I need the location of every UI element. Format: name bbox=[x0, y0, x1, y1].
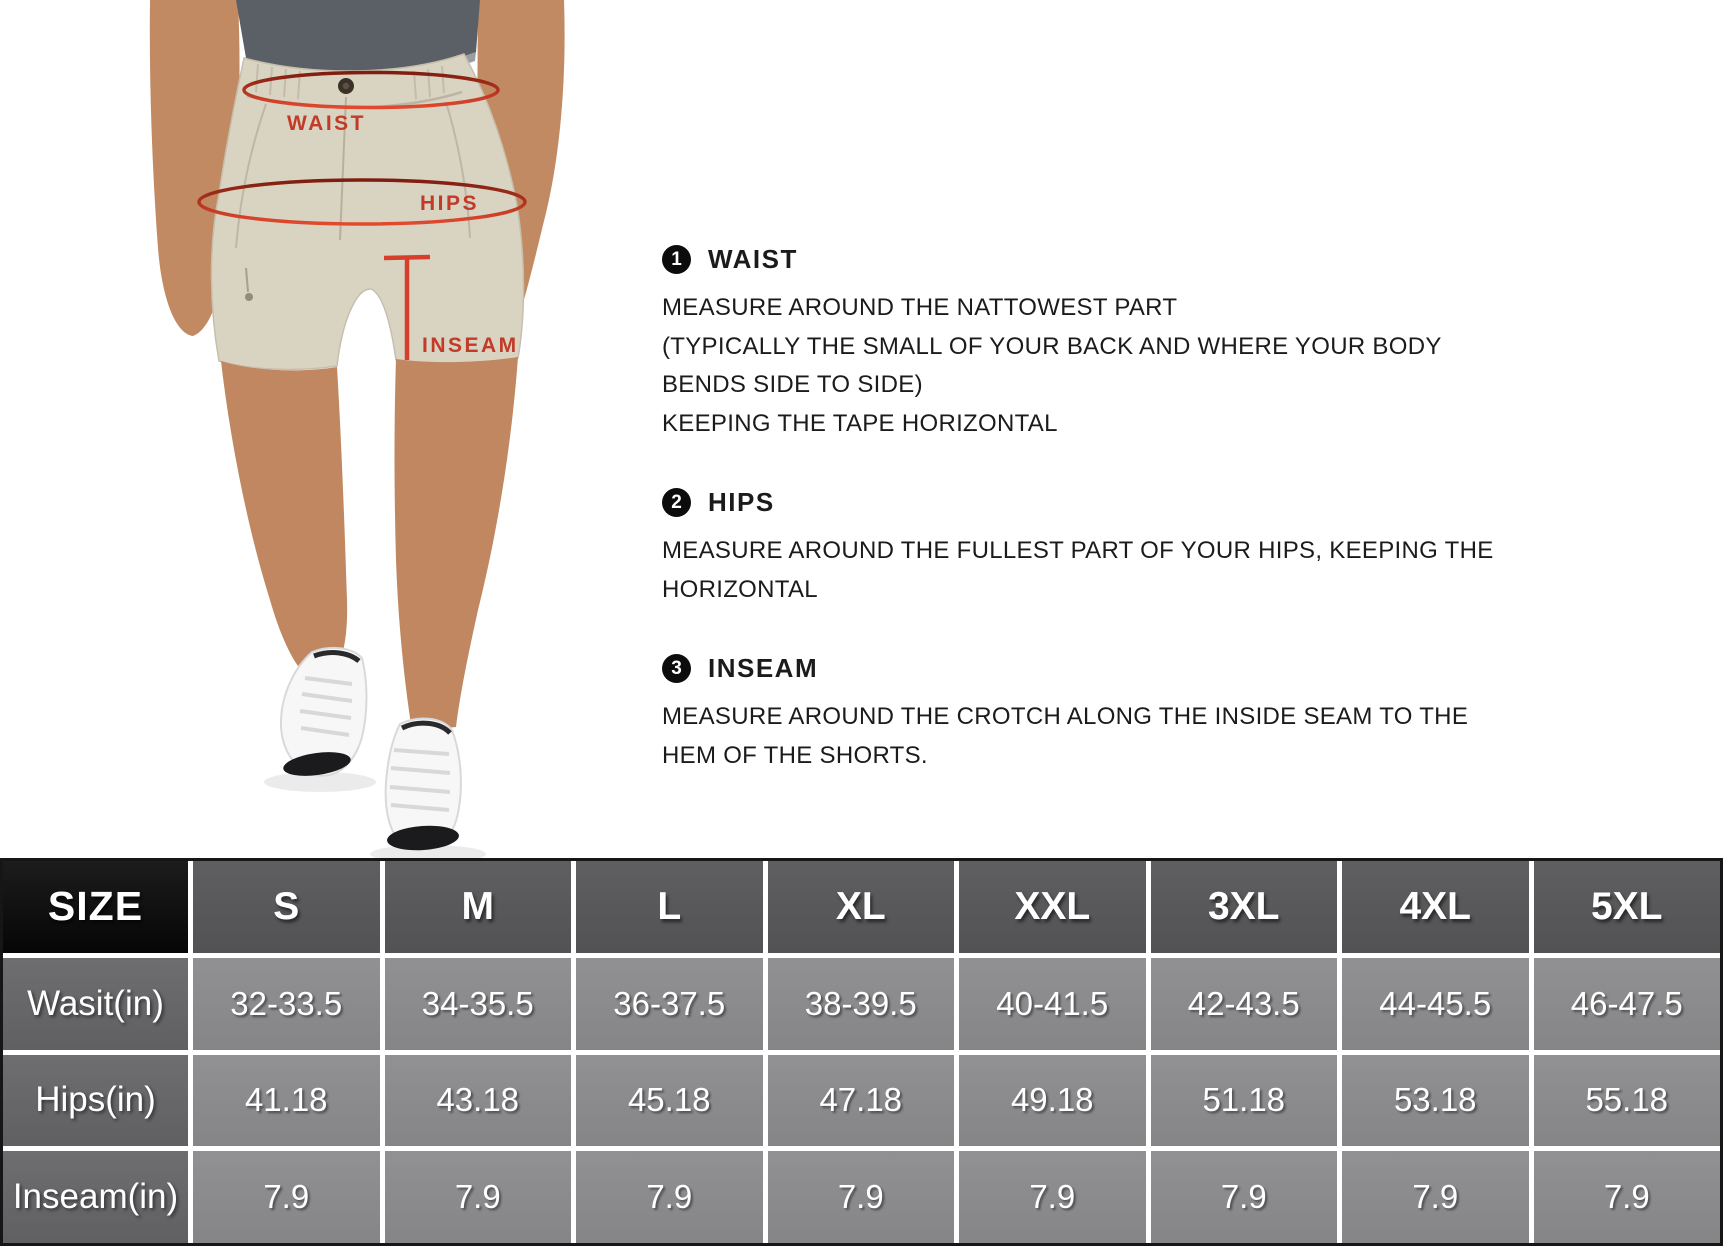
instruction-text-line: (TYPICALLY THE SMALL OF YOUR BACK AND WHERE YOUR BODY bbox=[662, 332, 1442, 360]
waist-value-xl: 38-39.5 bbox=[768, 958, 955, 1050]
model-photo bbox=[0, 0, 600, 862]
inseam-value-3xl: 7.9 bbox=[1151, 1151, 1338, 1243]
instruction-inseam-heading bbox=[662, 653, 1702, 684]
hips-value-5xl: 55.18 bbox=[1534, 1055, 1721, 1147]
size-header-cell: SIZE bbox=[3, 861, 188, 953]
instruction-inseam bbox=[662, 653, 1702, 775]
instruction-waist-title: WAIST bbox=[708, 244, 798, 274]
zip-pull bbox=[245, 293, 253, 301]
hips-value-3xl: 51.18 bbox=[1151, 1055, 1338, 1147]
waist-value-3xl: 42-43.5 bbox=[1151, 958, 1338, 1050]
instruction-waist bbox=[662, 244, 1702, 443]
instruction-text-line: KEEPING THE TAPE HORIZONTAL bbox=[662, 409, 1058, 437]
column-header-l: L bbox=[576, 861, 763, 953]
step-2-badge: 2 bbox=[662, 488, 691, 517]
left-leg bbox=[221, 361, 347, 666]
waist-value-xxl: 40-41.5 bbox=[959, 958, 1146, 1050]
hips-value-4xl: 53.18 bbox=[1342, 1055, 1529, 1147]
hips-value-xl: 47.18 bbox=[768, 1055, 955, 1147]
hips-value-m: 43.18 bbox=[385, 1055, 572, 1147]
inseam-value-l: 7.9 bbox=[576, 1151, 763, 1243]
waist-value-m: 34-35.5 bbox=[385, 958, 572, 1050]
row-label-waist: Wasit(in) bbox=[3, 958, 188, 1050]
hips-value-l: 45.18 bbox=[576, 1055, 763, 1147]
inseam-value-s: 7.9 bbox=[193, 1151, 380, 1243]
instruction-inseam-title: INSEAM bbox=[708, 653, 819, 683]
row-label-inseam: Inseam(in) bbox=[3, 1151, 188, 1243]
hips-value-s: 41.18 bbox=[193, 1055, 380, 1147]
inseam-value-4xl: 7.9 bbox=[1342, 1151, 1529, 1243]
column-header-3xl: 3XL bbox=[1151, 861, 1338, 953]
inseam-value-xl: 7.9 bbox=[768, 1151, 955, 1243]
instruction-hips-title: HIPS bbox=[708, 487, 775, 517]
column-header-4xl: 4XL bbox=[1342, 861, 1529, 953]
column-header-m: M bbox=[385, 861, 572, 953]
inseam-value-m: 7.9 bbox=[385, 1151, 572, 1243]
instruction-waist-heading bbox=[662, 244, 1702, 275]
right-leg bbox=[395, 357, 519, 731]
waist-value-s: 32-33.5 bbox=[193, 958, 380, 1050]
instruction-hips bbox=[662, 487, 1702, 609]
hips-annotation-label: HIPS bbox=[420, 192, 480, 215]
model-illustration bbox=[0, 0, 600, 862]
column-header-5xl: 5XL bbox=[1534, 861, 1721, 953]
column-header-s: S bbox=[193, 861, 380, 953]
step-3-badge: 3 bbox=[662, 654, 691, 683]
waist-value-4xl: 44-45.5 bbox=[1342, 958, 1529, 1050]
step-1-badge: 1 bbox=[662, 245, 691, 274]
instruction-text-line: HORIZONTAL bbox=[662, 575, 818, 603]
inseam-value-xxl: 7.9 bbox=[959, 1151, 1146, 1243]
instruction-text-line: MEASURE AROUND THE NATTOWEST PART bbox=[662, 294, 1178, 321]
instruction-hips-heading bbox=[662, 487, 1702, 518]
instruction-text-line: MEASURE AROUND THE FULLEST PART OF YOUR HIPS, KEEPING THE bbox=[662, 537, 1494, 564]
column-header-xl: XL bbox=[768, 861, 955, 953]
waist-button-center bbox=[343, 83, 349, 89]
inseam-value-5xl: 7.9 bbox=[1534, 1151, 1721, 1243]
waist-value-l: 36-37.5 bbox=[576, 958, 763, 1050]
waist-value-5xl: 46-47.5 bbox=[1534, 958, 1721, 1050]
inseam-top-tick bbox=[384, 257, 430, 258]
waist-annotation-label: WAIST bbox=[287, 112, 366, 135]
row-label-hips: Hips(in) bbox=[3, 1055, 188, 1147]
instruction-text-line: HEM OF THE SHORTS. bbox=[662, 741, 928, 769]
instruction-text-line: MEASURE AROUND THE CROTCH ALONG THE INSIDE SEAM TO THE bbox=[662, 703, 1469, 730]
measurement-instructions bbox=[662, 244, 1702, 775]
hips-value-xxl: 49.18 bbox=[959, 1055, 1146, 1147]
inseam-annotation-label: INSEAM bbox=[422, 334, 519, 357]
instruction-text-line: BENDS SIDE TO SIDE) bbox=[662, 371, 923, 398]
size-chart-table bbox=[0, 858, 1723, 1246]
column-header-xxl: XXL bbox=[959, 861, 1146, 953]
